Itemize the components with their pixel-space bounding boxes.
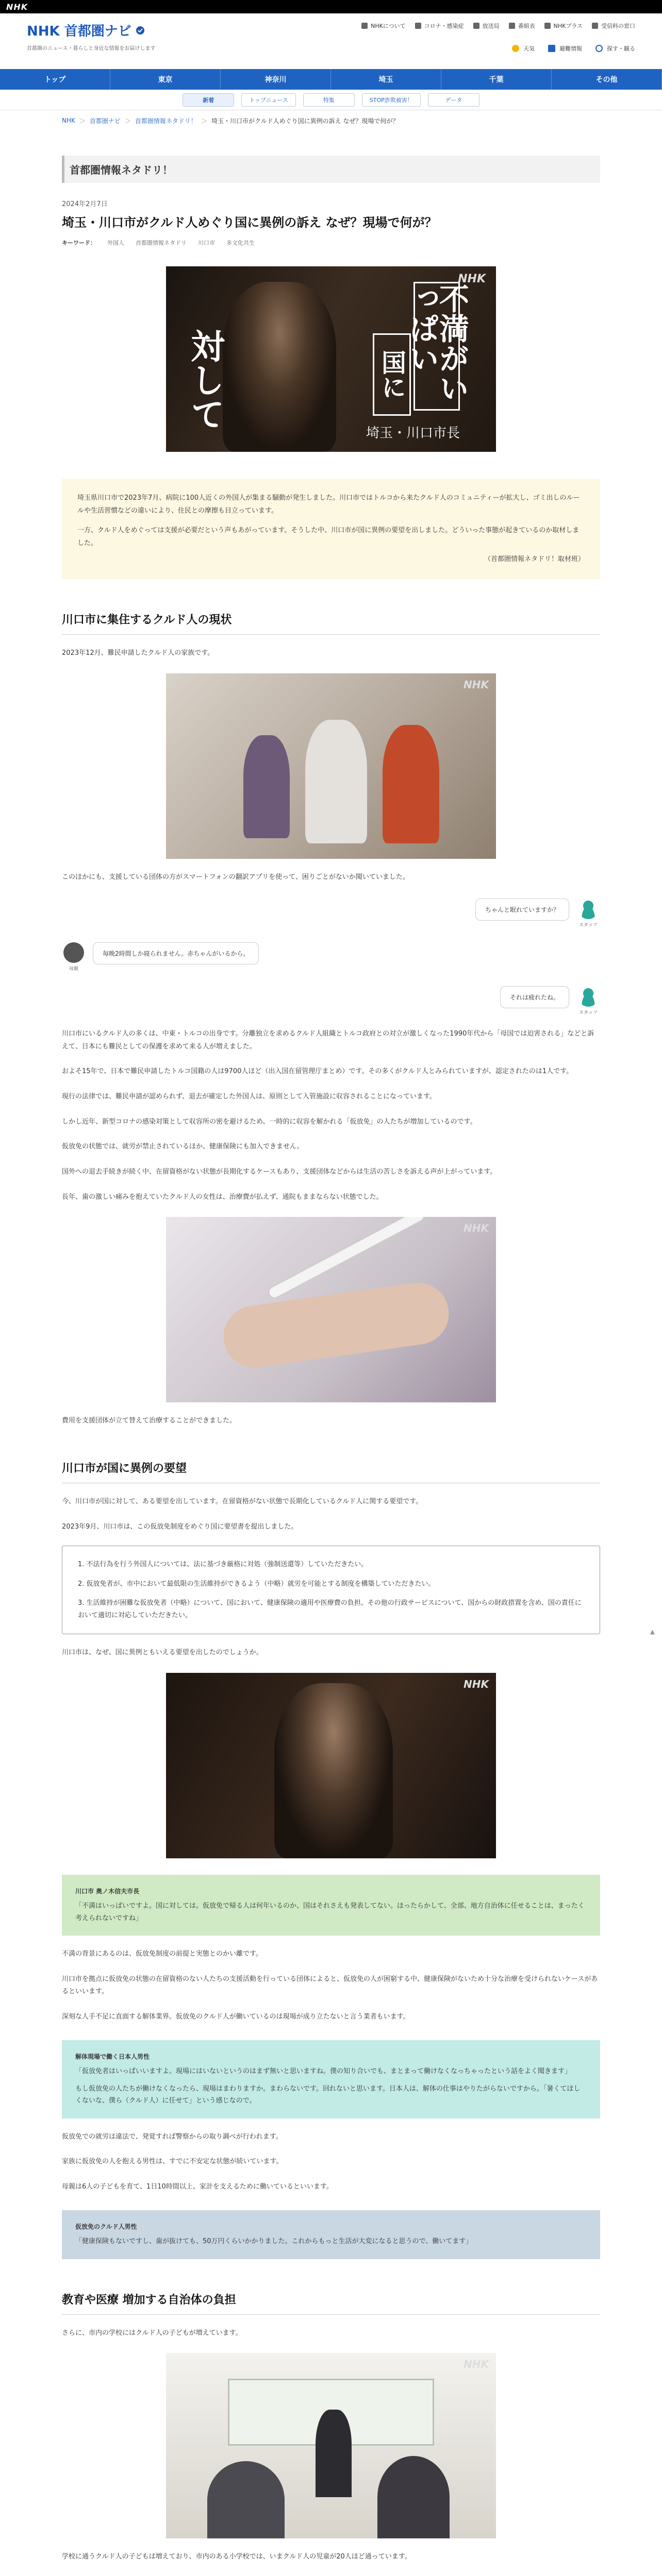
avatar-label: スタッフ <box>578 1010 598 1015</box>
link-fee[interactable]: 受信料の窓口 <box>592 22 635 30</box>
paragraph: このほかにも、支援している団体の方がスマートフォンの翻訳アプリを使って、困りごとがないか聞いていました。 <box>62 873 409 882</box>
nhk-watermark: NHK <box>464 679 489 691</box>
weather-button[interactable]: 天気 <box>512 44 535 53</box>
mother-icon <box>63 942 84 963</box>
brand-subtitle: 首都圏のニュース・暮らしと身近な情報をお届けします <box>27 46 156 52</box>
link-icon <box>473 23 479 29</box>
subnav-new[interactable]: 新着 <box>183 93 234 107</box>
link-nhkplus[interactable]: NHKプラス <box>544 22 583 30</box>
paragraph: さらに、市内の学校にはクルド人の子どもが増えています。 <box>62 2329 242 2337</box>
article <box>62 156 600 2576</box>
request-item: 1. 不法行為を行う外国人については、法に基づき厳格に対処（強制送還等）していただきたい。 <box>78 1561 368 1569</box>
request-item: 2. 仮放免者が、市中において最低限の生活維持ができるよう（中略）就労を可能とする制度を構築していただきたい。 <box>78 1580 435 1588</box>
paragraph: しかし近年、新型コロナの感染対策として収容所の密を避けるため、一時的に収容を解かれる「仮放免」の人たちが増加しているのです。 <box>62 1117 477 1126</box>
paragraph: およそ15年で、日本で難民申請したトルコ国籍の人は9700人ほど（出入国在留管理庁まとめ）です。その多くがクルド人とみられていますが、認定されたのは1人です。 <box>62 1067 573 1076</box>
request-box <box>62 1546 600 1634</box>
breadcrumb-separator: ＞ <box>201 117 207 125</box>
child-figure <box>383 725 439 843</box>
paragraph: 深刻な人手不足に直面する解体業界。仮放免のクルド人が働いているのは現場が成り立たないと言う業者もいます。 <box>62 2013 410 2021</box>
breadcrumb-separator: ＞ <box>124 117 131 125</box>
paragraph: 2023年9月、川口市は、この仮放免制度をめぐり国に要望書を提出しました。 <box>62 1522 298 1531</box>
quote-text: 「不満はいっぱいですよ。国に対しては。仮放免で帰る人は何年いるのか、国はそれさえも発表してない。ほったらかして、全部、地方自治体に任せることは、まったく考えられないですね」 <box>75 1902 585 1922</box>
sun-icon <box>512 45 519 52</box>
student-figure <box>207 2461 285 2538</box>
link-icon <box>509 23 515 29</box>
paragraph: 長年、歯の激しい痛みを抱えていたクルド人の女性は、治療費が払えず、通院もままならない状態でした。 <box>62 1193 383 1201</box>
paragraph: 現行の法律では、難民申請が認められず、退去が確定した外国人は、原則として入管施設に収容されることになっています。 <box>62 1092 436 1100</box>
nhk-logo[interactable]: NHK <box>6 2 28 12</box>
breadcrumb-separator: ＞ <box>79 117 86 125</box>
quote-mayor <box>62 1875 600 1936</box>
hero-caption-1: 不満がいっぱい <box>413 282 460 411</box>
link-schedule[interactable]: 番組表 <box>509 22 535 30</box>
hand-figure <box>220 1279 453 1371</box>
lead-paragraph: 一方、クルド人をめぐっては支援が必要だという声もあがっています。そうした中、川口市が国に異例の要望を出しました。どういった事態が起きているのか取材しました。 <box>77 527 580 548</box>
teacher-figure <box>316 2410 352 2497</box>
dental-photo <box>166 1217 496 1402</box>
header-links <box>361 22 635 30</box>
keyword-tag[interactable]: 川口市 <box>198 240 215 246</box>
section-title: 首都圏情報ネタドリ！ <box>62 156 600 183</box>
child-figure <box>243 735 290 838</box>
hero-image <box>166 266 496 452</box>
student-figure <box>377 2456 450 2538</box>
lead-box <box>62 479 600 579</box>
search-button[interactable]: 探す・観る <box>595 44 635 53</box>
request-item: 3. 生活維持が困難な仮放免者（中略）について、国において、健康保険の適用や医療費の負担、その他の行政サービスについて、国からの財政措置を含め、国の責任において適切に対応していただきたい。 <box>78 1599 582 1619</box>
nhk-watermark: NHK <box>464 1677 489 1690</box>
link-icon <box>415 23 421 29</box>
quote-text: もし仮放免の人たちが働けなくなったら、現場はまわりますか。まわらないです。回れないと思います。日本人は、解体の仕事はやりたがらないですから。「暑くてほしくないな、僕ら（クルド人）に任せて」という感じなので。 <box>75 2084 581 2105</box>
paragraph: 2023年12月、難民申請したクルド人の家族です。 <box>62 649 214 657</box>
quote-speaker: 仮放免のクルド人男性 <box>75 2223 137 2230</box>
breadcrumb-current: 埼玉・川口市がクルド人めぐり国に異例の訴え なぜ？現場で何が？ <box>211 117 399 125</box>
quote-speaker: 解体現場で働く日本人男性 <box>75 2053 150 2060</box>
quote-text: 「仮放免者はいっぱいいますよ。現場にはいないというのはまず無いと思いますね。僕の知り合いでも、まとまって働けなくなっちゃったという話をよく聞きます」 <box>75 2067 572 2076</box>
nhk-watermark: NHK <box>458 273 486 285</box>
heading-kurdish-status: 川口市に集住するクルド人の現状 <box>62 611 600 635</box>
keywords <box>62 239 600 247</box>
site-header <box>0 13 662 69</box>
paragraph: 母親は6人の子どもを育て、1日10時間以上、家計を支えるために働いているといいます。 <box>62 2182 333 2191</box>
chat-bubble: 毎晩2時間しか寝られません。赤ちゃんがいるから。 <box>93 942 259 964</box>
sub-nav <box>0 90 662 110</box>
breadcrumb-navi[interactable]: 首都圏ナビ <box>89 117 121 125</box>
evacuation-button[interactable]: 避難情報 <box>548 44 582 53</box>
paragraph: 学校に通うクルド人の子どもは増えており、市内のある小学校では、いまクルド人の児童が20人ほど通っています。 <box>62 2553 411 2561</box>
breadcrumb-nhk[interactable]: NHK <box>62 117 75 124</box>
nav-kanagawa[interactable]: 神奈川 <box>221 69 331 90</box>
link-about[interactable]: NHKについて <box>361 22 406 30</box>
chat-staff-1 <box>62 899 600 928</box>
breadcrumb <box>0 110 662 131</box>
keyword-tag[interactable]: 首都圏情報ネタドリ <box>136 240 187 246</box>
mother-figure <box>305 720 367 843</box>
hero-caption-2: 国に <box>373 333 411 416</box>
paragraph: 仮放免の状態では、就労が禁止されているほか、健康保険にも加入できません。 <box>62 1143 304 1151</box>
keyword-tag[interactable]: 外国人 <box>107 240 124 246</box>
link-corona[interactable]: コロナ・感染症 <box>415 22 464 30</box>
staff-avatar <box>576 899 600 928</box>
link-icon <box>544 23 551 29</box>
nav-other[interactable]: その他 <box>552 69 662 90</box>
nav-top[interactable]: トップ <box>0 69 110 90</box>
search-icon <box>595 45 603 52</box>
paragraph: 川口市にいるクルド人の多くは、中東・トルコの出身です。分離独立を求めるクルド人組織とトルコ政府との対立が激しくなった1990年代から「母国では迫害される」などと訴えて、日本にも難民としての保護を求めて来る人が増えました。 <box>62 1029 594 1050</box>
breadcrumb-netadori[interactable]: 首都圏情報ネタドリ！ <box>135 117 197 125</box>
mayor-photo <box>166 1673 496 1858</box>
hero-caption: 埼玉・川口市長 <box>366 426 460 441</box>
mother-avatar <box>62 942 86 972</box>
chat-bubble: ちゃんと眠れていますか？ <box>475 899 569 921</box>
main-nav <box>0 69 662 90</box>
lead-source: （首都圏情報ネタドリ！取材班） <box>484 555 585 563</box>
subnav-fraud[interactable]: STOP詐欺被害！ <box>362 93 421 107</box>
navi-icon <box>136 26 145 35</box>
link-icon <box>592 23 598 29</box>
nhk-watermark: NHK <box>464 1222 489 1235</box>
quote-text: 「健康保険もないですし、歯が抜けても、50万円くらいかかりました。これからもっと生活が大変になると思うので、働いてます」 <box>75 2238 473 2246</box>
brand-name: NHK 首都圏ナビ <box>27 24 131 39</box>
paragraph: 仮放免での就労は違法で、発覚すれば警察からの取り調べが行われます。 <box>62 2132 283 2141</box>
chat-mother <box>62 942 600 972</box>
paragraph: 不満の背景にあるのは、仮放免制度の前提と実態とのかい離です。 <box>62 1950 262 1958</box>
chat-bubble: それは疲れたね。 <box>500 986 569 1008</box>
subnav-features[interactable]: 特集 <box>303 93 355 107</box>
brand[interactable] <box>27 21 156 52</box>
avatar-label: スタッフ <box>578 922 598 928</box>
header-tools <box>361 44 635 53</box>
paragraph: 家族に仮放免の人を抱える男性は、すでに不安定な状態が続いています。 <box>62 2158 283 2166</box>
quote-kurdish-man <box>62 2210 600 2259</box>
lead-paragraph: 埼玉県川口市で2023年7月、病院に100人近くの外国人が集まる騒動が発生しました。川口市ではトルコから来たクルド人のコミュニティーが拡大し、ゴミ出しのルールや生活習慣などの違いにより、住民との摩擦も目立っています。 <box>77 494 580 515</box>
subnav-topnews[interactable]: トップニュース <box>241 93 296 107</box>
family-photo <box>166 673 496 859</box>
nav-chiba[interactable]: 千葉 <box>441 69 552 90</box>
paragraph: 川口市は、なぜ、国に異例ともいえる要望を出したのでしょうか。 <box>62 1648 263 1656</box>
link-icon <box>361 23 368 29</box>
brand-title[interactable] <box>27 21 156 40</box>
paragraph: 今、川口市が国に対して、ある要望を出しています。在留資格がない状態で長期化しているクルド人に関する要望です。 <box>62 1498 423 1505</box>
evacuation-icon <box>548 45 555 52</box>
chat-staff-2 <box>62 986 600 1015</box>
topbar <box>0 0 662 13</box>
quote-worker <box>62 2040 600 2119</box>
article-title: 埼玉・川口市がクルド人めぐり国に異例の訴え なぜ？現場で何が？ <box>62 215 437 230</box>
hero-caption-3: 対して <box>185 329 225 431</box>
nav-tokyo[interactable]: 東京 <box>110 69 221 90</box>
keywords-label: キーワード： <box>62 240 96 246</box>
keyword-tag[interactable]: 多文化共生 <box>226 240 255 246</box>
nav-saitama[interactable]: 埼玉 <box>331 69 441 90</box>
nhk-watermark: NHK <box>464 2358 489 2371</box>
heading-burden: 教育や医療 増加する自治体の負担 <box>62 2291 600 2315</box>
staff-avatar <box>576 986 600 1015</box>
paragraph: 川口市を拠点に仮放免の状態の在留資格のない人たちの支援活動を行っている団体によると、仮放免の人が困窮する中、健康保険がないため十分な治療を受けられないケースがあるといいます。 <box>62 1975 598 1996</box>
scroll-top-icon[interactable]: ▲ <box>650 1628 655 1635</box>
article-date: 2024年2月7日 <box>62 200 108 208</box>
staff-icon <box>578 986 599 1007</box>
mayor-figure <box>223 282 336 452</box>
classroom-photo <box>166 2353 496 2538</box>
quote-speaker: 川口市 奥ノ木信夫市長 <box>75 1887 140 1895</box>
paragraph: 国外への退去手続きが続く中、在留資格がない状態が長期化するケースもあり、支援団体などからは生活の苦しさを訴える声が上がっています。 <box>62 1167 497 1176</box>
heading-request: 川口市が国に異例の要望 <box>62 1460 600 1483</box>
paragraph: 費用を支援団体が立て替えて治療することができました。 <box>62 1417 237 1425</box>
staff-icon <box>578 899 599 919</box>
link-stations[interactable]: 放送局 <box>473 22 500 30</box>
mayor-figure <box>274 1683 393 1858</box>
subnav-data[interactable]: データ <box>428 93 479 107</box>
avatar-label: 母親 <box>69 966 78 972</box>
